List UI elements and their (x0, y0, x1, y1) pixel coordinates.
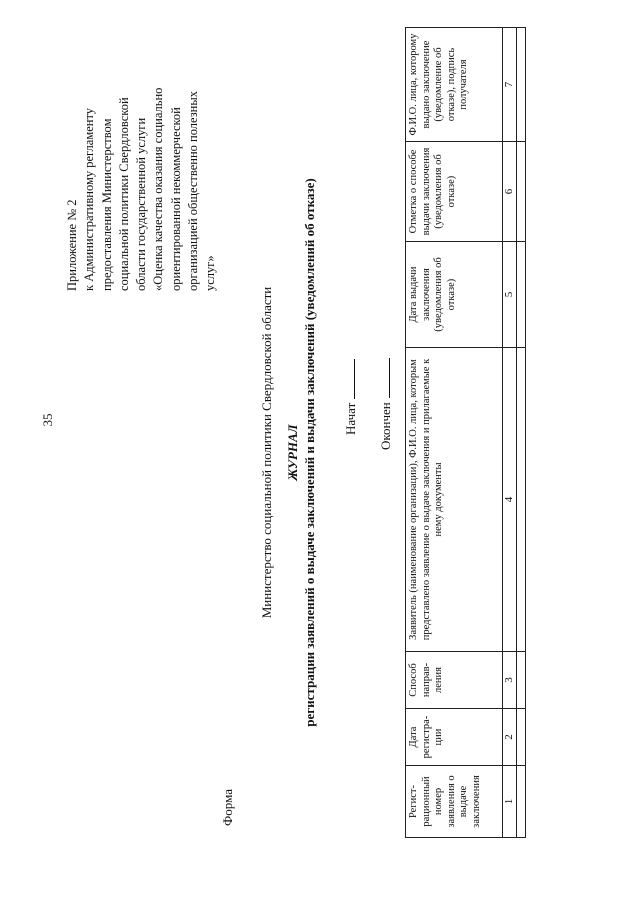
number-cell: 6 (503, 142, 517, 242)
journal-table (405, 27, 526, 838)
empty-cell (516, 652, 525, 709)
empty-cell (516, 348, 525, 652)
page-number: 35 (40, 413, 55, 427)
number-cell: 3 (503, 652, 517, 709)
header-cell: Отметка о способе выдачи заключения (уведомления об отказе) (406, 142, 503, 242)
table-number-row (503, 28, 517, 838)
appendix-line: организацией общественно полезных (186, 90, 201, 291)
number-cell: 4 (503, 348, 517, 652)
header-cell: Ф.И.О. лица, которому выдано заключение (уведомление об отказе), подпись получателя (406, 28, 503, 142)
form-label: Форма (220, 789, 235, 826)
ended-field (378, 358, 394, 450)
empty-cell (516, 142, 525, 242)
table-header-row (406, 28, 503, 838)
journal-title: ЖУРНАЛ (285, 424, 300, 481)
started-label: Начат (343, 402, 358, 435)
ended-blank-line (379, 358, 390, 398)
ministry-name: Министерство социальной политики Свердловской области (259, 286, 274, 619)
appendix-line: Приложение № 2 (65, 199, 79, 291)
header-cell: Способ направ-ления (406, 652, 503, 709)
journal-subtitle: регистрации заявлений о выдаче заключений и выдачи заключений (уведомлений об отказе) (302, 178, 317, 727)
number-cell: 2 (503, 709, 517, 766)
empty-cell (516, 28, 525, 142)
header-cell: Регист-рационный номер заявления о выдаче заключения (406, 766, 503, 838)
empty-cell (516, 242, 525, 348)
header-cell: Заявитель (наименование организации), Ф.И.О. лица, которым представлено заявление о выдаче заключения и прилагаемые к нему документы (406, 348, 503, 652)
appendix-line: услуг» (203, 255, 218, 291)
appendix-line: «Оценка качества оказания социально (151, 87, 166, 291)
appendix-line: ориентированной некоммерческой (168, 107, 183, 291)
table-row (516, 28, 525, 838)
appendix-line: предоставления Министерством (99, 118, 114, 291)
appendix-line: социальной политики Свердловской (116, 97, 131, 291)
started-field (343, 359, 359, 435)
header-cell: Дата выдачи заключения (уведомления об отказе) (406, 242, 503, 348)
started-blank-line (344, 359, 355, 399)
number-cell: 1 (503, 766, 517, 838)
appendix-note (64, 11, 220, 291)
appendix-line: области государственной услуги (134, 117, 149, 291)
empty-cell (516, 709, 525, 766)
number-cell: 5 (503, 242, 517, 348)
appendix-line: к Административному регламенту (82, 107, 97, 291)
empty-cell (516, 766, 525, 838)
header-cell: Дата регистра-ции (406, 709, 503, 766)
number-cell: 7 (503, 28, 517, 142)
ended-label: Окончен (378, 402, 393, 450)
